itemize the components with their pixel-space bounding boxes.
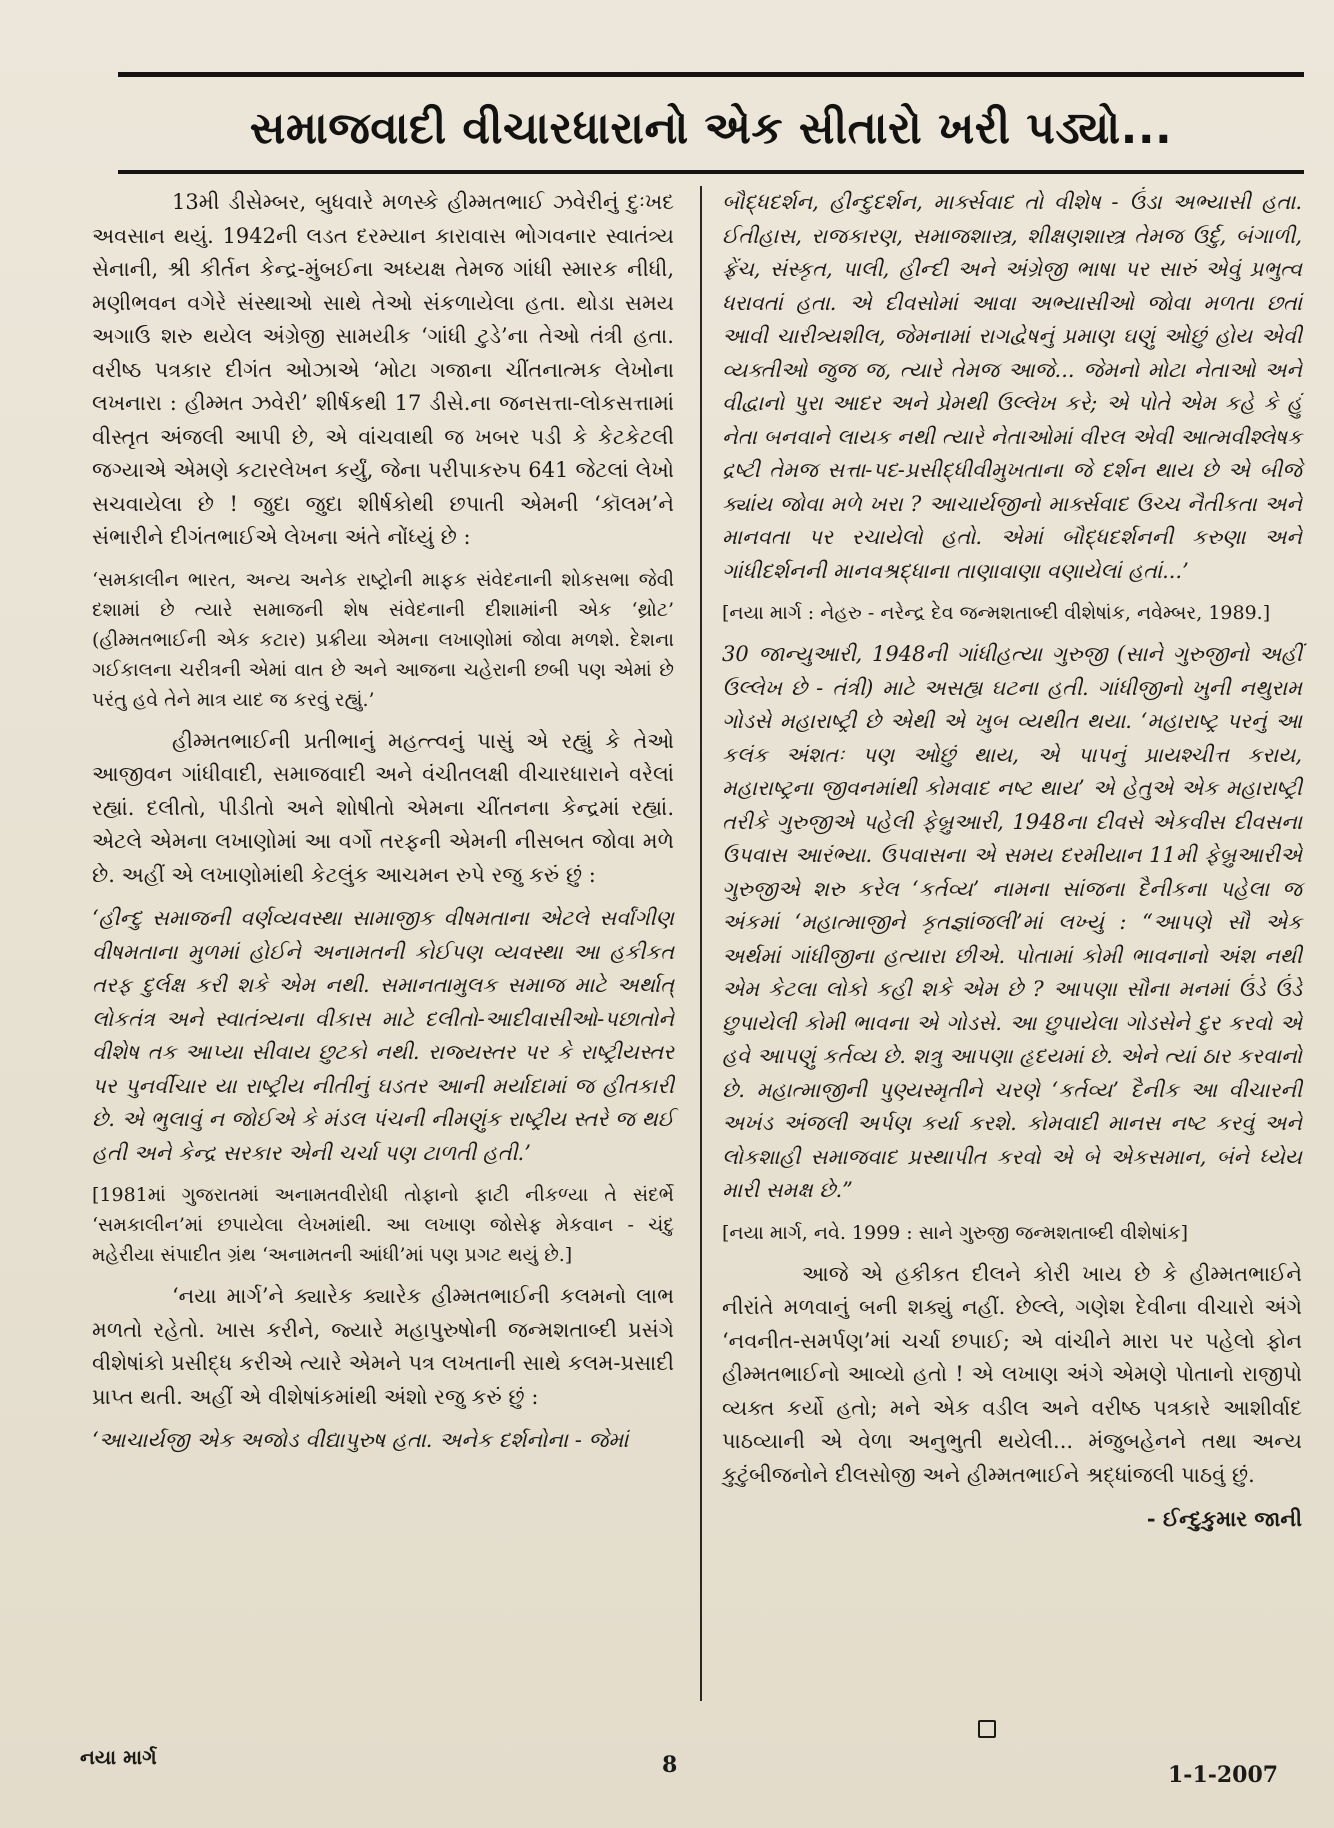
left-paragraph-5: [1981માં ગુજરાતમાં અનામતવીરોધી તોફાનો ફાટી નીકળ્યા તે સંદર્ભે ‘સમકાલીન’માં છપાયેલા લેખમાંથી. આ લખાણ જોસેફ મેકવાન - ચંદુ મહેરીયા સંપાદીત ગ્રંથ ‘અનામતની આંધી’માં પણ પ્રગટ થયું છે.] xyxy=(92,1184,674,1266)
headline-top-rule xyxy=(118,72,1304,77)
right-paragraph-3: 30 જાન્યુઆરી, 1948ની ગાંધીહત્યા ગુરુજી (સાને ગુરુજીનો અહીં ઉલ્લેખ છે - તંત્રી) માટે અસહ્ય ઘટના હતી. ગાંધીજીનો ખુની નથુરામ ગોડસે મહારાષ્ટ્રી છે એથી એ ખુબ વ્યથીત થયા. ‘મહારાષ્ટ્ર પરનું આ કલંક અંશતઃ પણ ઓછું થાય, એ પાપનું પ્રાયશ્ચીત્ત કરાય, મહારાષ્ટ્રના જીવનમાંથી કોમવાદ નષ્ટ થાય’ એ હેતુએ એક મહારાષ્ટ્રી તરીકે ગુરુજીએ પહેલી ફેબ્રુઆરી, 1948ના દીવસે એકવીસ દીવસના ઉપવાસ આરંભ્યા. ઉપવાસના એ સમય દરમીયાન 11મી ફેબ્રુઆરીએ ગુરુજીએ શરુ કરેલ ‘કર્તવ્ય’ નામના સાંજના દૈનીકના પહેલા જ અંકમાં ‘મહાત્માજીને કૃતજ્ઞાંજલી’માં લખ્યું : “આપણે સૌ એક અર્થમાં ગાંધીજીના હત્યારા છીએ. પોતામાં કોમી ભાવનાનો અંશ નથી એમ કેટલા લોકો કહી શકે એમ છે ? આપણા સૌના મનમાં ઉંડે ઉંડે છુપાયેલી કોમી ભાવના એ ગોડસે. આ છુપાયેલા ગોડસેને દુર કરવો એ હવે આપણું કર્તવ્ય છે. શત્રુ આપણા હૃદયમાં છે. એને ત્યાં ઠાર કરવાનો છે. મહાત્માજીની પુણ્યસ્મૃતીને ચરણે ‘કર્તવ્ય’ દૈનીક આ વીચારની અખંડ અંજલી અર્પણ કર્યા કરશે. કોમવાદી માનસ નષ્ટ કરવું અને લોકશાહી સમાજવાદ પ્રસ્થાપીત કરવો એ બે એકસમાન, બંને ધ્યેય મારી સમક્ષ છે.” xyxy=(722,642,1302,1202)
footer-date: 1-1-2007 xyxy=(1168,1762,1279,1788)
left-paragraph-3: હીમ્મતભાઈની પ્રતીભાનું મહત્ત્વનું પાસું એ રહ્યું કે તેઓ આજીવન ગાંધીવાદી, સમાજવાદી અને વંચીતલક્ષી વીચારધારાને વરેલાં રહ્યાં. દલીતો, પીડીતો અને શોષીતો એમના ચીંતનના કેન્દ્રમાં રહ્યાં. એટલે એમના લખાણોમાં આ વર્ગો તરફની એમની નીસબત જોવા મળે છે. અહીં એ લખાણોમાંથી કેટલુંક આચમન રુપે રજુ કરું છું : xyxy=(92,728,674,887)
end-of-article-box-icon xyxy=(978,1720,996,1738)
right-paragraph-5: આજે એ હકીકત દીલને કોરી ખાય છે કે હીમ્મતભાઈને નીરાંતે મળવાનું બની શક્યું નહીં. છેલ્લે, ગણેશ દેવીના વીચારો અંગે ‘નવનીત-સમર્પણ’માં ચર્ચા છપાઈ; એ વાંચીને મારા પર પહેલો ફોન હીમ્મતભાઈનો આવ્યો હતો ! એ લખાણ અંગે એમણે પોતાનો રાજીપો વ્યક્ત કર્યો હતો; મને એક વડીલ અને વરીષ્ઠ પત્રકારે આશીર્વાદ પાઠવ્યાની એ વેળા અનુભુતી થયેલી... મંજુબહેનને તથા અન્ય કુટુંબીજનોને દીલસોજી અને હીમ્મતભાઈને શ્રદ્ધાંજલી પાઠવું છું. xyxy=(722,1261,1302,1487)
headline-bottom-rule xyxy=(118,170,1304,174)
article-headline: સમાજવાદી વીચારધારાનો એક સીતારો ખરી પડ્યો... xyxy=(249,103,1173,154)
right-paragraph-4: [નયા માર્ગ, નવે. 1999 : સાને ગુરુજી જન્મશતાબ્દી વીશેષાંક] xyxy=(722,1221,1189,1244)
left-paragraph-7: ‘આચાર્યજી એક અજોડ વીદ્યાપુરુષ હતા. અનેક દર્શનોના - જેમાં xyxy=(92,1428,629,1452)
left-paragraph-1: 13મી ડીસેમ્બર, બુધવારે મળસ્કે હીમ્મતભાઈ ઝવેરીનું દુઃખદ અવસાન થયું. 1942ની લડત દરમ્યાન કારાવાસ ભોગવનાર સ્વાતંત્ર્ય સેનાની, શ્રી કીર્તન કેન્દ્ર-મુંબઈના અધ્યક્ષ તેમજ ગાંધી સ્મારક નીધી, મણીભવન વગેરે સંસ્થાઓ સાથે તેઓ સંકળાયેલા હતા. થોડા સમય અગાઉ શરુ થયેલ અંગ્રેજી સામયીક ‘ગાંધી ટુડે’ના તેઓ તંત્રી હતા. વરીષ્ઠ પત્રકાર દીગંત ઓઝાએ ‘મોટા ગજાના ચીંતનાત્મક લેખોના લખનારા : હીમ્મત ઝવેરી’ શીર્ષકથી 17 ડીસે.ના જનસત્તા-લોકસત્તામાં વીસ્તૃત અંજલી આપી છે, એ વાંચવાથી જ ખબર પડી કે કેટકેટલી જગ્યાએ એમણે કટારલેખન કર્યું, જેના પરીપાકરુપ 641 જેટલાં લેખો સચવાયેલા છે ! જુદા જુદા શીર્ષકોથી છપાતી એમની ‘કૉલમ’ને સંભારીને દીગંતભાઈએ લેખના અંતે નોંધ્યું છે : xyxy=(92,190,674,549)
footer-page-number: 8 xyxy=(662,1752,678,1778)
right-paragraph-2: [નયા માર્ગ : નેહરુ - નરેન્દ્ર દેવ જન્મશતાબ્દી વીશેષાંક, નવેમ્બર, 1989.] xyxy=(722,602,1271,624)
left-column xyxy=(92,186,674,1468)
left-paragraph-4: ‘હીન્દુ સમાજની વર્ણવ્યવસ્થા સામાજીક વીષમતાના એટલે સર્વાંગીણ વીષમતાના મુળમાં હોઈને અનામતની કોઈપણ વ્યવસ્થા આ હકીકત તરફ દુર્લક્ષ કરી શકે એમ નથી. સમાનતામુલક સમાજ માટે અર્થાત્ લોકતંત્ર અને સ્વાતંત્ર્યના વીકાસ માટે દલીતો-આદીવાસીઓ-પછાતોને વીશેષ તક આપ્યા સીવાય છુટકો નથી. રાજ્યસ્તર પર કે રાષ્ટ્રીયસ્તર પર પુનર્વીચાર યા રાષ્ટ્રીય નીતીનું ઘડતર આની મર્યાદામાં જ હીતકારી છે. એ ભુલાવું ન જોઈએ કે મંડલ પંચની નીમણુંક રાષ્ટ્રીય સ્તરે જ થઈ હતી અને કેન્દ્ર સરકાર એની ચર્ચા પણ ટાળતી હતી.’ xyxy=(92,906,674,1165)
right-paragraph-1: બૌદ્ધદર્શન, હીન્દુદર્શન, માર્ક્સવાદ તો વીશેષ - ઉંડા અભ્યાસી હતા. ઈતીહાસ, રાજકારણ, સમાજશાસ્ત્ર, શીક્ષણશાસ્ત્ર તેમજ ઉર્દુ, બંગાળી, ફ્રેંચ, સંસ્કૃત, પાલી, હીન્દી અને અંગ્રેજી ભાષા પર સારું એવું પ્રભુત્વ ધરાવતાં હતા. એ દીવસોમાં આવા અભ્યાસીઓ જોવા મળતા છતાં આવી ચારીત્ર્યશીલ, જેમનામાં રાગદ્વેષનું પ્રમાણ ઘણું ઓછું હોય એવી વ્યક્તીઓ જુજ જ, ત્યારે તેમજ આજે... જેમનો મોટા નેતાઓ અને વીદ્વાનો પુરા આદર અને પ્રેમથી ઉલ્લેખ કરે; એ પોતે એમ કહે કે હું નેતા બનવાને લાયક નથી ત્યારે નેતાઓમાં વીરલ એવી આત્મવીશ્લેષક દ્રષ્ટી તેમજ સત્તા-પદ-પ્રસીદ્ધીવીમુખતાના જે દર્શન થાય છે એ બીજે ક્યાંય જોવા મળે ખરા ? આચાર્યજીનો માર્ક્સવાદ ઉચ્ચ નૈતીકતા અને માનવતા પર રચાયેલો હતો. એમાં બૌદ્ધદર્શનની કરુણા અને ગાંધીદર્શનની માનવશ્રદ્ધાના તાણાવાણા વણાયેલાં હતાં...’ xyxy=(722,190,1302,583)
right-column xyxy=(722,186,1302,1546)
footer-publication-name: નયા માર્ગ xyxy=(80,1745,157,1769)
left-paragraph-6: ‘નયા માર્ગ’ને ક્યારેક ક્યારેક હીમ્મતભાઈની કલમનો લાભ મળતો રહેતો. ખાસ કરીને, જ્યારે મહાપુરુષોની જન્મશતાબ્દી પ્રસંગે વીશેષાંકો પ્રસીદ્ધ કરીએ ત્યારે એમને પત્ર લખતાની સાથે કલમ-પ્રસાદી પ્રાપ્ત થતી. અહીં એ વીશેષાંકમાંથી અંશો રજુ કરું છું : xyxy=(92,1284,674,1409)
left-paragraph-2: ‘સમકાલીન ભારત, અન્ય અનેક રાષ્ટ્રોની માફક સંવેદનાની શોકસભા જેવી દશામાં છે ત્યારે સમાજની શેષ સંવેદનાની દીશામાંની એક ‘થ્રોટ’ (હીમ્મતભાઈની એક કટાર) પ્રક્રીયા એમના લખાણોમાં જોવા મળશે. દેશના ગઈકાલના ચરીત્રની એમાં વાત છે અને આજના ચહેરાની છબી પણ એમાં છે પરંતુ હવે તેને માત્ર યાદ જ કરવું રહ્યું.’ xyxy=(92,568,674,711)
author-signature: - ઈન્દુકુમાર જાની xyxy=(1146,1506,1302,1531)
column-divider xyxy=(700,186,702,1701)
